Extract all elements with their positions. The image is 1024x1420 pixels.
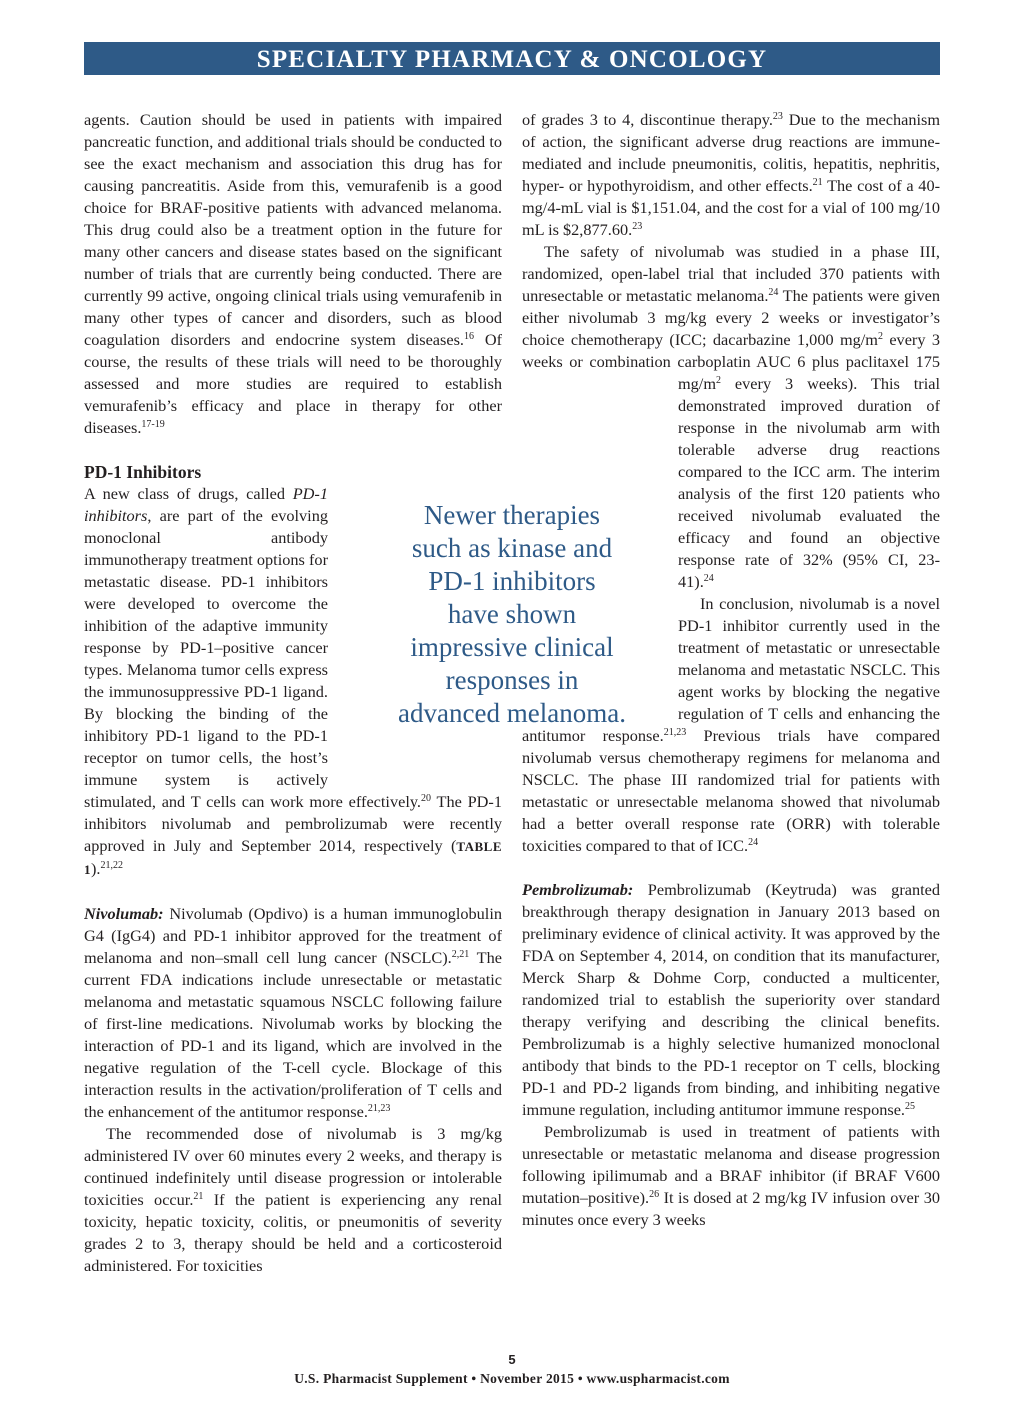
- reference: 21,23: [663, 727, 687, 738]
- reference: 24: [703, 573, 714, 584]
- subheading-nivolumab: Nivolumab:: [84, 904, 164, 923]
- reference: 24: [768, 287, 779, 298]
- table-reference[interactable]: TABLE 1: [84, 839, 502, 877]
- paragraph: In conclusion, nivolumab is a novel PD-1 inhibitor currently used in the treatment of metastatic or unresectable melanoma and metastatic NSCLC. This agent works by blocking the negative regulation of T cells and enhancing the antitumor response.$^{21,23}$ Previous trials have compared nivolumab versus chemotherapy regimens for melanoma and NSCLC. The phase III randomized trial for patients with metastatic or unresectable melanoma showed that nivolumab had a better overall response rate (ORR) with tolerable toxicities compared to that of ICC.$^{24}$: [522, 594, 940, 855]
- reference: 24: [748, 837, 759, 848]
- paragraph: agents. Caution should be used in patients with impaired pancreatic function, and additional trials should be conducted to see the exact mechanism and association this drug has for causing pancreatitis. Aside from this, vemurafenib is a good choice for BRAF-positive patients with advanced melanoma. This drug could also be a treatment option in the future for many other cancers and disease states based on the significant number of trials that are currently being conducted. There are currently 99 active, ongoing clinical trials using vemurafenib in many other types of cancer and disorders, such as blood coagulation disorders and endocrine system diseases.$^{16}$ Of course, the results of these trials will need to be thoroughly assessed and more studies are required to establish vemurafenib’s efficacy and place in therapy for other diseases.$^{17-19}$: [84, 110, 502, 437]
- article-body: [84, 109, 940, 1344]
- paragraph: of grades 3 to 4, discontinue therapy.$^{23}$ Due to the mechanism of action, the significant adverse drug reactions are immune-mediated and include pneumonitis, colitis, hepatitis, nephritis, hyper- or hypothyroidism, and other effects.$^{21}$ The cost of a 40-mg/4-mL vial is $1,151.04, and the cost for a vial of 100 mg/10 mL is $2,877.60.23: [522, 110, 940, 239]
- footer-citation: U.S. Pharmacist Supplement • November 2015 • www.uspharmacist.com: [294, 1371, 730, 1386]
- section-heading-pd1: PD-1 Inhibitors: [84, 462, 202, 482]
- paragraph: A new class of drugs, called PD-1 inhibitors, are part of the evolving monoclonal antibody immunotherapy treatment options for metastatic disease. PD-1 inhibitors were developed to overcome the inhibition of the adaptive immunity response by PD-1–positive cancer types. Melanoma tumor cells express the immunosuppressive PD-1 ligand. By blocking the binding of the inhibitory PD-1 ligand to the PD-1 receptor on tumor cells, the host’s immune system is actively stimulated, and T cells can work more effectively.$^{20}$ The PD-1 inhibitors nivolumab and pembrolizumab were recently approved in July and September 2014, respectively (TABLE 1).$^{21,22}$: [84, 484, 502, 878]
- reference: 26: [649, 1189, 660, 1200]
- reference: 17-19: [141, 419, 165, 430]
- paragraph: Pembrolizumab is used in treatment of patients with unresectable or metastatic melanoma and disease progression following ipilimumab and a BRAF inhibitor (if BRAF V600 mutation–positive).$^{26}$ It is dosed at 2 mg/kg IV infusion over 30 minutes once every 3 weeks: [522, 1122, 940, 1229]
- reference: 21,22: [100, 860, 123, 871]
- reference: 21: [812, 177, 823, 188]
- pull-quote: Newer therapies such as kinase and PD-1 inhibitors have shown impressive clinical responses in advanced melanoma.: [398, 500, 626, 728]
- reference: 21,23: [367, 1103, 391, 1114]
- paragraph: Pembrolizumab: Pembrolizumab (Keytruda) was granted breakthrough therapy designation in January 2013 based on preliminary evidence of clinical activity. It was approved by the FDA on September 4, 2014, on condition that its manufacturer, Merck Sharp & Dohme Corp, conducted a multicenter, randomized trial to establish the superiority over standard therapy verifying and describing the clinical benefits. Pembrolizumab is a highly selective humanized monoclonal antibody that binds to the PD-1 receptor on T cells, blocking PD-1 and PD-2 ligands from binding, and inhibiting negative immune regulation, including antitumor immune response.$^{25}$: [522, 880, 940, 1119]
- reference: 20: [421, 793, 431, 804]
- reference: 16: [464, 331, 475, 342]
- reference: 2,21: [451, 949, 470, 960]
- reference: 23: [772, 111, 783, 122]
- paragraph: The recommended dose of nivolumab is 3 mg/kg administered IV over 60 minutes every 2 weeks, and therapy is continued indefinitely until disease progression or intolerable toxicities occur.$^{21}$ If the patient is experiencing any renal toxicity, hepatic toxicity, colitis, or pneumonitis of severity grades 2 to 3, therapy should be held and a corticosteroid administered. For toxicities: [84, 1124, 502, 1275]
- reference: 21: [193, 1191, 204, 1202]
- reference: 25: [905, 1101, 915, 1112]
- paragraph: Nivolumab: Nivolumab (Opdivo) is a human immunoglobulin G4 (IgG4) and PD-1 inhibitor approved for the treatment of melanoma and non–small cell lung cancer (NSCLC).$^{2,21}$ The current FDA indications include unresectable or metastatic melanoma and metastatic squamous NSCLC following failure of first-line medications. Nivolumab works by blocking the interaction of PD-1 and its ligand, which are involved in the negative regulation of the T-cell cycle. Blockage of this interaction results in the activation/proliferation of T cells and the enhancement of the antitumor response.$^{21,23}$: [84, 904, 502, 1121]
- subheading-pembrolizumab: Pembrolizumab:: [522, 880, 634, 899]
- reference: 23: [632, 221, 643, 232]
- paragraph: The safety of nivolumab was studied in a phase III, randomized, open-label trial that included 370 patients with unresectable or metastatic melanoma.$^{24}$ The patients were given either nivolumab 3 mg/kg every 2 weeks or investigator’s choice chemotherapy (ICC; dacarbazine 1,000 $mg/m^2$ every 3 weeks or combination carboplatin AUC 6 plus paclitaxel 175 $mg/m^2$ every 3 weeks). This trial demonstrated improved duration of response in the nivolumab arm with tolerable adverse drug reactions compared to the ICC arm. The interim analysis of the first 120 patients who received nivolumab evaluated the efficacy and found an objective response rate of 32% (95% CI, 23-41).$^{24}$: [522, 242, 940, 591]
- section-banner: SPECIALTY PHARMACY & ONCOLOGY: [84, 42, 940, 75]
- page-number: 5: [508, 1352, 516, 1367]
